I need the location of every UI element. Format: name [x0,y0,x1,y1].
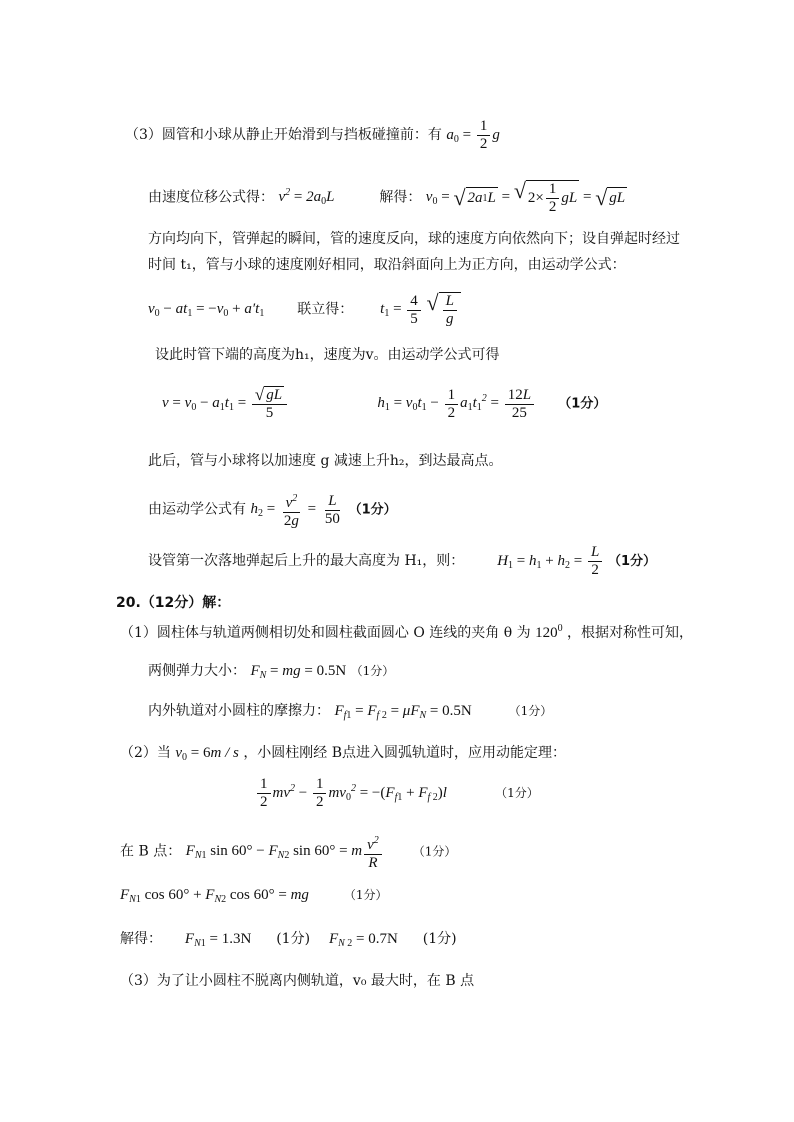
score-mark: (1分) [422,931,457,947]
line-velocity-displacement: 由速度位移公式得： $v^2 = 2a_0L$ 解得： $v_0$ = √ 2a 1 L = √ 2× $\frac{1}{2}$ gL = √ gL [148,178,626,215]
line-time: 时间 t₁，管与小球的速度刚好相同，取沿斜面向上为正方向，由运动学公式： [148,257,626,273]
formula-FN2: $F_{N 2} = 0.7N$ [328,931,398,949]
formula-h2: $h_2$ = $\frac{v^2}{2g}$ = $\frac{L}{50}$ [250,501,348,517]
line-energy-theorem [255,776,539,811]
formula-t1: $t_1$ = $\frac{4}{5}$ √ $\frac{L}{g}$ [380,301,461,317]
line-q20-p2: （2）当 $v_0 = 6m / s$ ，小圆柱刚经 B点进入圆弧轨道时，应用动能定理： [120,745,567,763]
formula-vertical: $F_{N1}$ $\cos 60^\circ + F_{N2}$ cos 60° = mg [120,887,309,905]
score-mark: （1分） [350,664,395,678]
score-mark: （1分） [348,502,397,518]
score-mark: （1分） [412,844,457,859]
formula-v0: $v_0$ = √ 2a 1 L = √ 2× $\frac{1}{2}$ gL = √ gL [425,178,626,215]
score-mark: （1分） [343,888,388,902]
line-point-b: 在 B 点： $F_{N1}$ $\sin 60^\circ - F_{N2}$ sin 60° = m $\frac{v^2}{R}$ （1分） [120,832,456,872]
formula-FN: $F_N$ = mg = 0.5N [250,663,347,681]
line-decelerate: 此后，管与小球将以加速度 g 减速上升h₂，到达最高点。 [148,453,503,469]
formula-h1: $h_1 = v_0t_1$ − $\frac{1}{2}$ $a_1t_1^2$ = $\frac{12L}{25}$ [377,395,540,411]
line-q20-p3: （3）为了让小圆柱不脱离内侧轨道，v₀ 最大时，在 B 点 [120,973,475,989]
score-mark: （1分） [495,785,539,800]
formula-friction: $F_{f1} = F_{f 2} = \mu F_N = 0.5N$ [334,703,472,721]
line-vertical [120,886,387,905]
formula-kinematics: $v_0 - at_1 = -v_0 + a't_1$ [148,301,265,320]
line-q20-p1: （1）圆柱体与轨道两侧相切处和圆柱截面圆心 O 连线的夹角 θ 为 $120^0$ ，根据对称性可知， [120,623,694,641]
line-direction: 方向均向下，管弹起的瞬间，管的速度反向，球的速度方向依然向下；设自弹起时经过 [148,231,680,247]
line-h2: 由运动学公式有 $h_2$ = $\frac{v^2}{2g}$ = $\frac{L}{50}$ （1分） [148,490,397,530]
line-friction: 内外轨道对小圆柱的摩擦力： $F_{f1} = F_{f 2} = \mu F_N = 0.5N$ （1分） [148,703,553,721]
formula-v2: $v^2 = 2a_0L$ [278,187,335,208]
formula-v0-value: $v_0 = 6m / s$ [175,745,239,763]
line-normal-force: 两侧弹力大小： $F_N$ = mg = 0.5N （1分） [148,663,395,681]
formula-radial: $F_{N1}$ $\sin 60^\circ - F_{N2}$ sin 60° = m $\frac{v^2}{R}$ [186,843,384,859]
line-height-h1: 设此时管下端的高度为h₁，速度为v。由运动学公式可得 [155,347,500,363]
score-mark: （1分） [608,553,657,569]
score-mark: （1分） [508,704,553,718]
score-mark: （1分） [558,396,607,412]
formula-H1: $H_1 = h_1 + h_2$ = $\frac{L}{2}$ [497,553,608,569]
formula-a0: $a_0$ = $\frac{1}{2}$ g [446,118,500,152]
line-kinematics: $v_0 - at_1 = -v_0 + a't_1$ 联立得： $t_1$ = $\frac{4}{5}$ √ $\frac{L}{g}$ [148,292,461,328]
line-solution: 解得： $F_{N1} = 1.3N$ (1分) $F_{N 2} = 0.7N$ (1分) [120,931,457,949]
formula-energy: $\frac{1}{2}$ $mv^2$ − $\frac{1}{2}$ $mv_0^2 = -(F_{f1} + F_{f 2})l$ [255,785,451,801]
line-H1: 设管第一次落地弹起后上升的最大高度为 H₁，则： $H_1 = h_1 + h_2$ = $\frac{L}{2}$ （1分） [148,544,657,578]
formula-FN1: $F_{N1} = 1.3N$ [184,931,252,949]
line-v-h1 [162,386,606,422]
line-part3-intro: （3）圆管和小球从静止开始滑到与挡板碰撞前：有 $a_0$ = $\frac{1}{2}$ g [125,118,500,152]
score-mark: (1分) [276,931,311,947]
formula-v: $v = v_0 - a_1t_1$ = √ gL 5 [162,395,293,411]
question-20-header: 20.（12分）解： [116,595,231,611]
